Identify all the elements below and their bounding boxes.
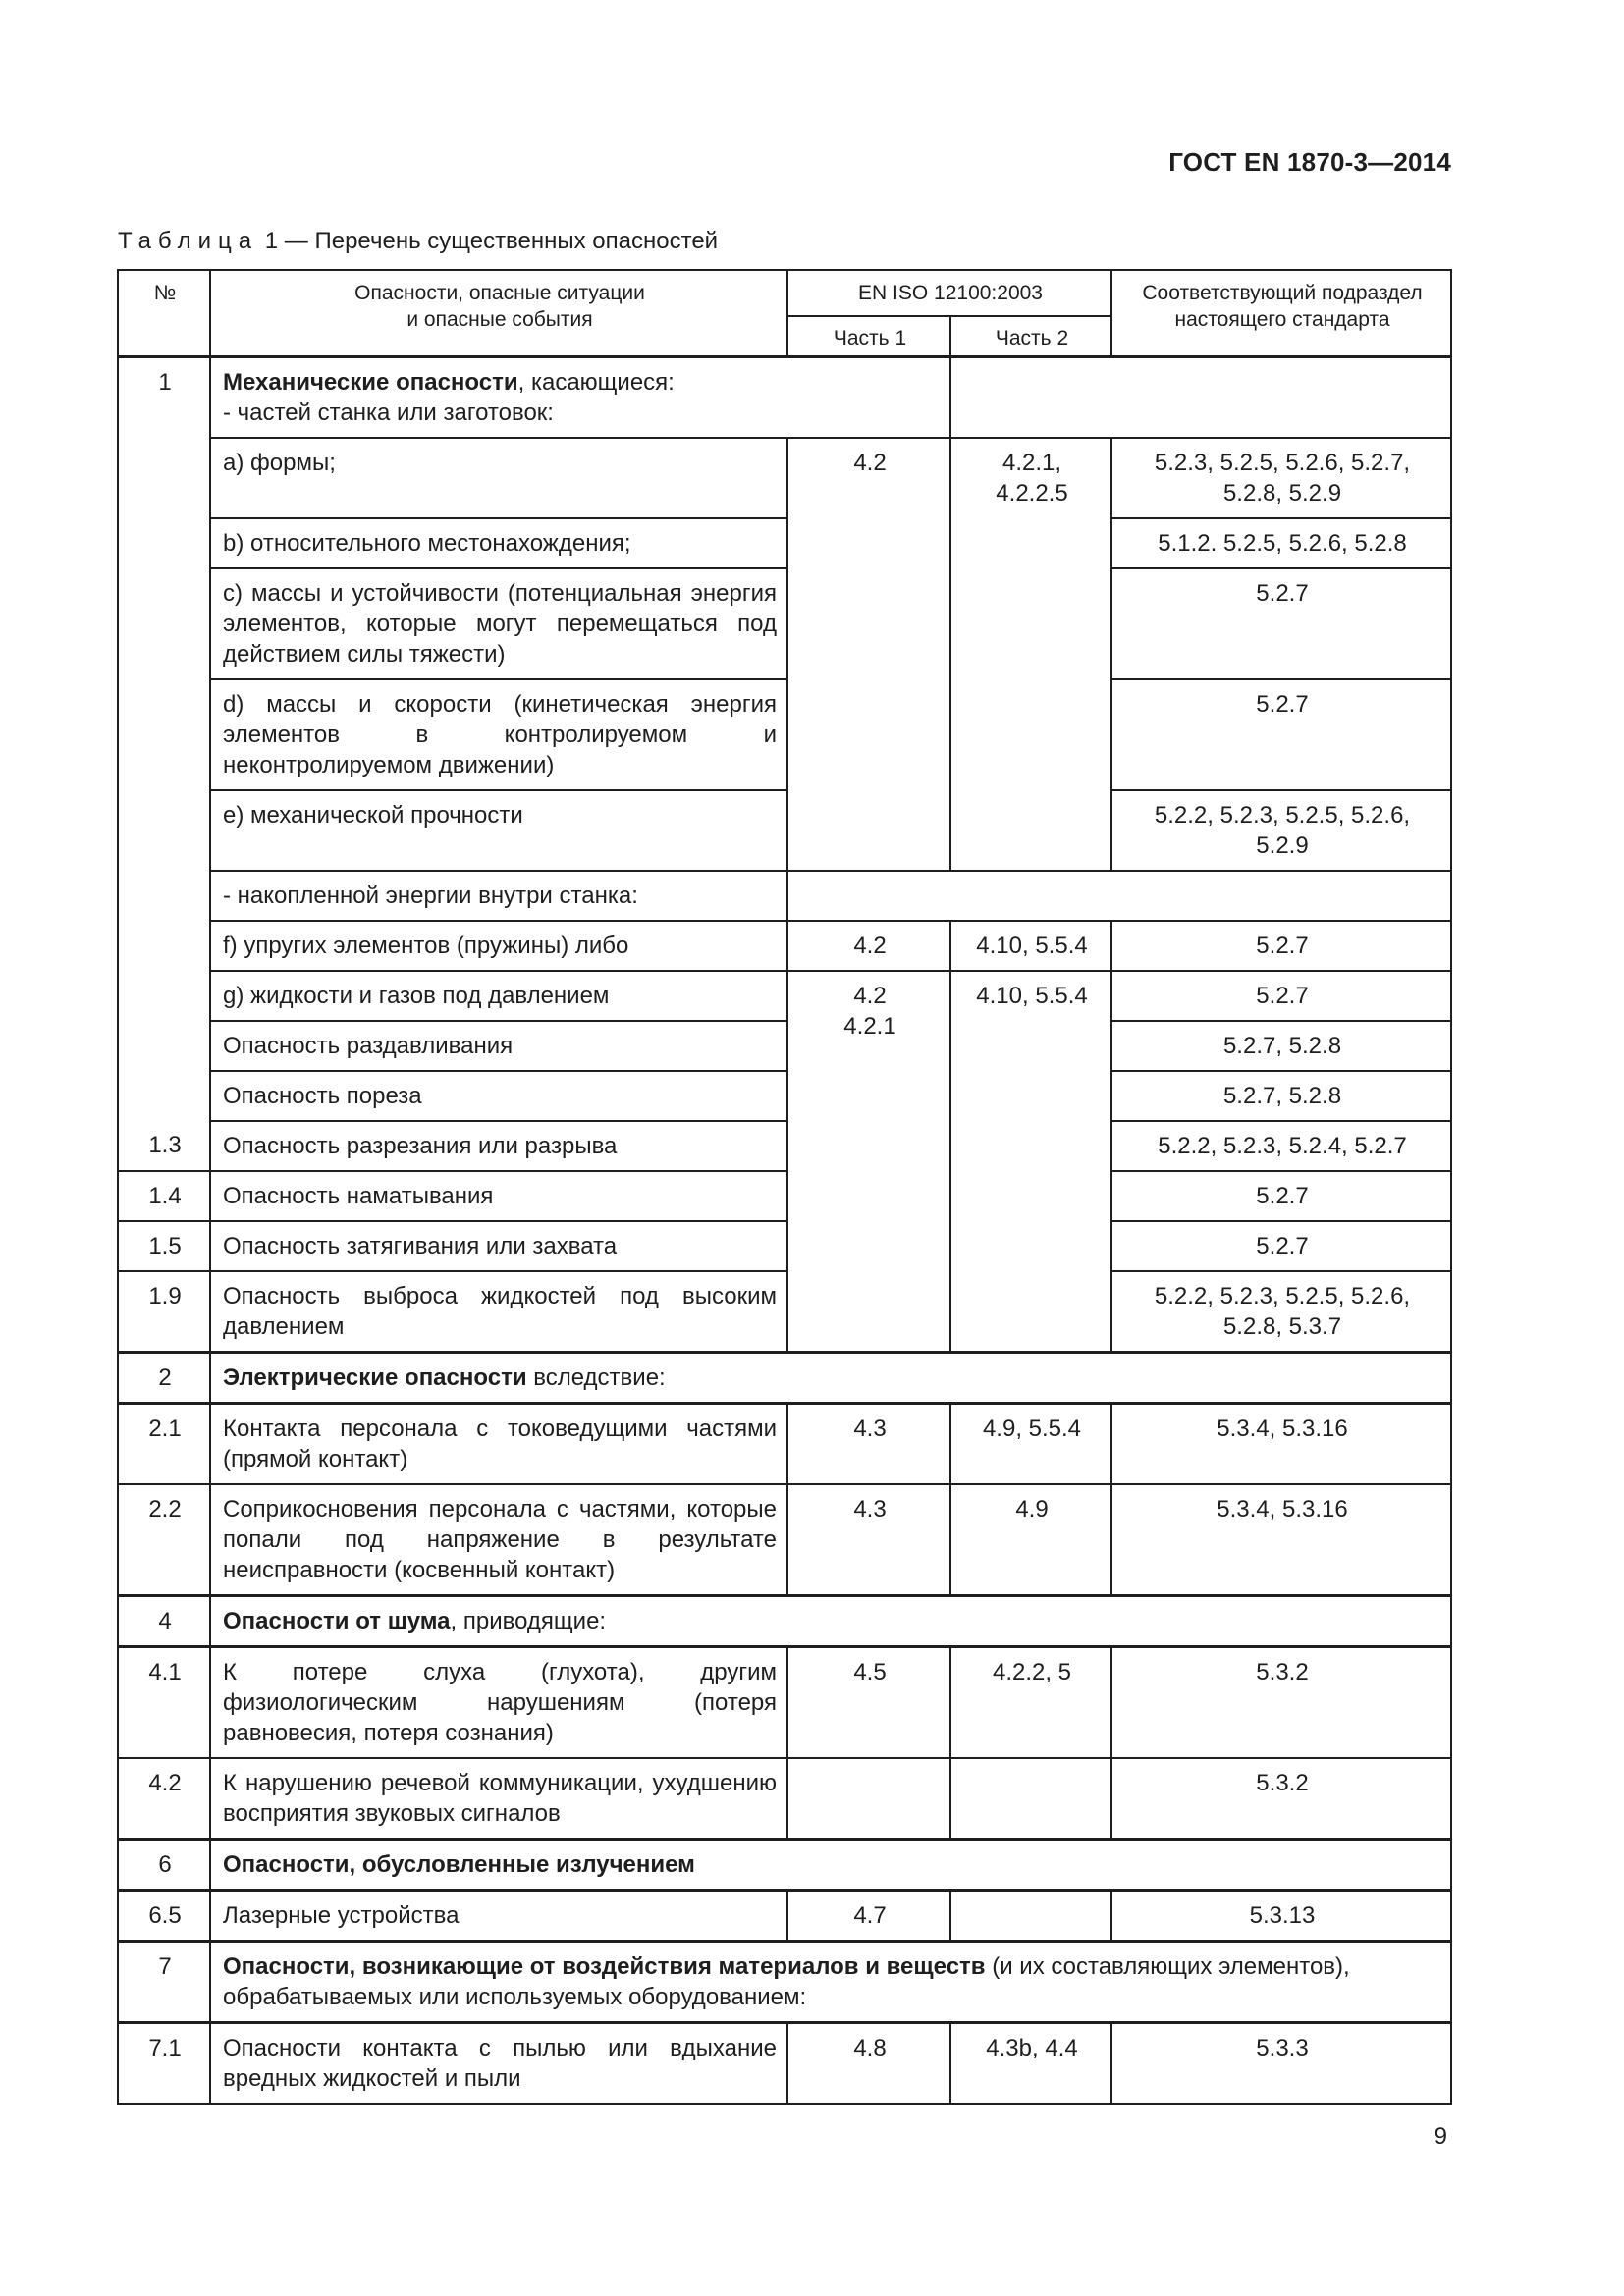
clause-cell: 5.2.2, 5.2.3, 5.2.5, 5.2.6, 5.2.9 xyxy=(1111,790,1451,871)
section-row xyxy=(118,1596,1451,1647)
clause-cell: 5.3.3 xyxy=(1111,2023,1451,2105)
part2-cell xyxy=(950,1758,1111,1840)
row-num: 2 xyxy=(118,1353,210,1404)
clause-cell: 5.2.7 xyxy=(1111,1221,1451,1271)
hazard-text: Опасности контакта с пылью или вдыхание вредных жидкостей и пыли xyxy=(210,2023,787,2105)
row-num: 1.5 xyxy=(118,1221,210,1271)
part1-cell: 4.2 4.2.1 xyxy=(787,971,950,1353)
hazard-text: Опасность раздавливания xyxy=(210,1021,787,1071)
page-number: 9 xyxy=(1434,2123,1447,2150)
section-title-bold: Электрические опасности xyxy=(223,1364,527,1391)
section-title xyxy=(210,1353,1451,1404)
table-row xyxy=(118,1171,1451,1221)
table-row xyxy=(118,1891,1451,1942)
clause-cell: 5.2.3, 5.2.5, 5.2.6, 5.2.7, 5.2.8, 5.2.9 xyxy=(1111,438,1451,518)
clause-cell: 5.2.2, 5.2.3, 5.2.4, 5.2.7 xyxy=(1111,1121,1451,1171)
hazard-text: a) формы; xyxy=(210,438,787,518)
clause-cell: 5.2.7 xyxy=(1111,568,1451,679)
empty-cell xyxy=(950,357,1451,439)
section-title xyxy=(210,357,950,439)
row-num: 7.1 xyxy=(118,2023,210,2105)
part1-cell: 4.3 xyxy=(787,1484,950,1596)
part2-cell: 4.10, 5.5.4 xyxy=(950,971,1111,1353)
part2-cell: 4.3b, 4.4 xyxy=(950,2023,1111,2105)
row-num: 4.1 xyxy=(118,1647,210,1759)
section-title: Опасности, обусловленные излучением xyxy=(210,1840,1451,1891)
header-clause: Соответствующий подраздел настоящего стандарта xyxy=(1111,270,1451,357)
hazard-text: Опасность затягивания или захвата xyxy=(210,1221,787,1271)
part1-cell: 4.8 xyxy=(787,2023,950,2105)
section-title-rest: , касающиеся: xyxy=(517,369,675,396)
table-row xyxy=(118,568,1451,679)
table-row xyxy=(118,971,1451,1021)
section-subtitle: - частей станка или заготовок: xyxy=(223,400,554,426)
row-num: 4 xyxy=(118,1596,210,1647)
section-title-bold: Опасности, возникающие от воздействия материалов и веществ xyxy=(223,1953,986,1980)
row-num: 1 xyxy=(118,357,210,1122)
header-num: № xyxy=(118,270,210,357)
row-num: 1.9 xyxy=(118,1271,210,1353)
clause-cell: 5.3.2 xyxy=(1111,1758,1451,1840)
hazard-text: e) механической прочности xyxy=(210,790,787,871)
clause-cell: 5.2.7 xyxy=(1111,1171,1451,1221)
part1-cell xyxy=(787,1758,950,1840)
part2-cell xyxy=(950,1891,1111,1942)
part2-cell: 4.9 xyxy=(950,1484,1111,1596)
section-title xyxy=(210,1596,1451,1647)
section-row xyxy=(118,1840,1451,1891)
part1-cell: 4.7 xyxy=(787,1891,950,1942)
hazard-text: Опасность наматывания xyxy=(210,1171,787,1221)
part1-cell: 4.3 xyxy=(787,1404,950,1485)
empty-cell xyxy=(787,871,1451,921)
section-title-rest: (и их составляющих элементов), обрабатываемых или используемых оборудованием: xyxy=(223,1953,1350,2010)
part2-cell: 4.9, 5.5.4 xyxy=(950,1404,1111,1485)
hazards-table xyxy=(117,269,1452,2105)
table-row xyxy=(118,1647,1451,1759)
part2-cell: 4.2.1, 4.2.2.5 xyxy=(950,438,1111,871)
clause-cell: 5.3.4, 5.3.16 xyxy=(1111,1484,1451,1596)
clause-cell: 5.1.2. 5.2.5, 5.2.6, 5.2.8 xyxy=(1111,518,1451,568)
section-title-rest: , приводящие: xyxy=(450,1608,607,1634)
table-row xyxy=(118,871,1451,921)
row-num: 4.2 xyxy=(118,1758,210,1840)
table-row xyxy=(118,2023,1451,2105)
table-row xyxy=(118,790,1451,871)
table-row xyxy=(118,1758,1451,1840)
clause-cell: 5.2.7, 5.2.8 xyxy=(1111,1071,1451,1121)
table-row xyxy=(118,1221,1451,1271)
clause-cell: 5.3.4, 5.3.16 xyxy=(1111,1404,1451,1485)
header-part2: Часть 2 xyxy=(950,316,1111,357)
clause-cell: 5.2.2, 5.2.3, 5.2.5, 5.2.6, 5.2.8, 5.3.7 xyxy=(1111,1271,1451,1353)
table-row xyxy=(118,1121,1451,1171)
table-caption-label: Таблица xyxy=(118,228,259,254)
hazard-text: d) массы и скорости (кинетическая энергия элементов в контролируемом и неконтролируемом движении) xyxy=(210,679,787,790)
row-num: 1.3 xyxy=(118,1121,210,1171)
table-row xyxy=(118,518,1451,568)
part1-cell: 4.2 xyxy=(787,438,950,871)
table-row xyxy=(118,921,1451,971)
hazard-text: Опасность выброса жидкостей под высоким давлением xyxy=(210,1271,787,1353)
section-title-bold: Механические опасности xyxy=(223,369,518,396)
table-row xyxy=(118,1071,1451,1121)
table-row xyxy=(118,679,1451,790)
section-row xyxy=(118,1353,1451,1404)
row-num: 2.2 xyxy=(118,1484,210,1596)
clause-cell: 5.2.7 xyxy=(1111,679,1451,790)
header-hazards: Опасности, опасные ситуации и опасные события xyxy=(210,270,787,357)
clause-cell: 5.3.13 xyxy=(1111,1891,1451,1942)
hazard-text: f) упругих элементов (пружины) либо xyxy=(210,921,787,971)
hazard-text: Соприкосновения персонала с частями, которые попали под напряжение в результате неисправности (косвенный контакт) xyxy=(210,1484,787,1596)
table-row xyxy=(118,1271,1451,1353)
section-title xyxy=(210,1942,1451,2023)
table-row xyxy=(118,438,1451,518)
header-part1: Часть 1 xyxy=(787,316,950,357)
table-row xyxy=(118,357,1451,439)
part2-cell: 4.10, 5.5.4 xyxy=(950,921,1111,971)
hazard-text: К потере слуха (глухота), другим физиологическим нарушениям (потеря равновесия, потеря сознания) xyxy=(210,1647,787,1759)
hazard-text: Опасность пореза xyxy=(210,1071,787,1121)
section-row xyxy=(118,1942,1451,2023)
table-header-row xyxy=(118,270,1451,316)
hazard-text: g) жидкости и газов под давлением xyxy=(210,971,787,1021)
table-row xyxy=(118,1404,1451,1485)
row-num: 2.1 xyxy=(118,1404,210,1485)
clause-cell: 5.2.7 xyxy=(1111,921,1451,971)
row-num: 7 xyxy=(118,1942,210,2023)
row-num: 6.5 xyxy=(118,1891,210,1942)
hazard-text: c) массы и устойчивости (потенциальная энергия элементов, которые могут перемещаться под действием силы тяжести) xyxy=(210,568,787,679)
hazard-text: b) относительного местонахождения; xyxy=(210,518,787,568)
part1-cell: 4.5 xyxy=(787,1647,950,1759)
table-row xyxy=(118,1021,1451,1071)
table-row xyxy=(118,1484,1451,1596)
hazard-text: Опасность разрезания или разрыва xyxy=(210,1121,787,1171)
hazard-text: Контакта персонала с токоведущими частями (прямой контакт) xyxy=(210,1404,787,1485)
part1-cell: 4.2 xyxy=(787,921,950,971)
part2-cell: 4.2.2, 5 xyxy=(950,1647,1111,1759)
hazard-text: - накопленной энергии внутри станка: xyxy=(210,871,787,921)
hazard-text: Лазерные устройства xyxy=(210,1891,787,1942)
clause-cell: 5.3.2 xyxy=(1111,1647,1451,1759)
table-caption xyxy=(118,228,718,255)
row-num: 6 xyxy=(118,1840,210,1891)
section-title-bold: Опасности от шума xyxy=(223,1608,451,1634)
clause-cell: 5.2.7, 5.2.8 xyxy=(1111,1021,1451,1071)
clause-cell: 5.2.7 xyxy=(1111,971,1451,1021)
section-title-rest: вследствие: xyxy=(526,1364,666,1391)
document-code: ГОСТ EN 1870-3—2014 xyxy=(1168,147,1451,177)
row-num: 1.4 xyxy=(118,1171,210,1221)
header-en-iso: EN ISO 12100:2003 xyxy=(787,270,1111,316)
table-caption-text: 1 — Перечень существенных опасностей xyxy=(264,228,719,254)
hazard-text: К нарушению речевой коммуникации, ухудшению восприятия звуковых сигналов xyxy=(210,1758,787,1840)
